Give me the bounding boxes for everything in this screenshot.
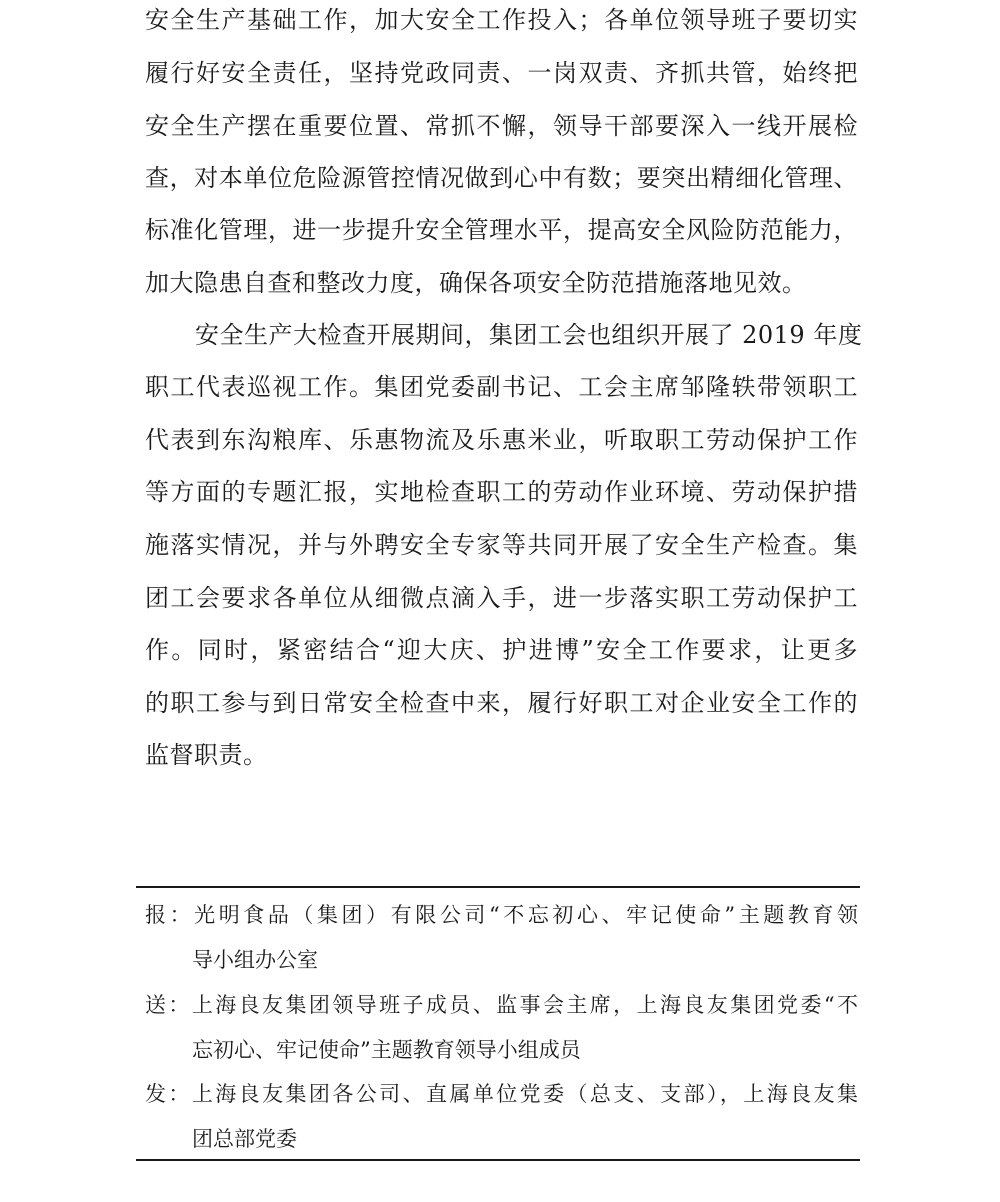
- paragraph1-line: 标准化管理，进一步提升安全管理水平，提高安全风险防范能力，: [145, 216, 858, 244]
- distribution-bottom-rule: [136, 1159, 860, 1161]
- paragraph1-line: 安全生产摆在重要位置、常抓不懈，领导干部要深入一线开展检: [145, 112, 858, 140]
- issue-to-line: 发：上海良友集团各公司、直属单位党委（总支、支部），上海良友集: [145, 1082, 858, 1106]
- paragraph1-line: 履行好安全责任，坚持党政同责、一岗双责、齐抓共管，始终把: [145, 59, 858, 87]
- issue-to-line-continued: 团总部党委: [192, 1127, 297, 1151]
- paragraph1-line: 加大隐患自查和整改力度，确保各项安全防范措施落地见效。: [145, 269, 807, 297]
- paragraph2-line: 等方面的专题汇报，实地检查职工的劳动作业环境、劳动保护措: [145, 478, 858, 506]
- paragraph1-line: 安全生产基础工作，加大安全工作投入；各单位领导班子要切实: [145, 6, 858, 34]
- copy-to-line-continued: 忘初心、牢记使命”主题教育领导小组成员: [192, 1038, 581, 1062]
- paragraph2-line: 监督职责。: [145, 741, 268, 769]
- paragraph1-line: 查，对本单位危险源管控情况做到心中有数；要突出精细化管理、: [145, 164, 858, 192]
- report-to-line-continued: 导小组办公室: [192, 948, 318, 972]
- paragraph2-line: 施落实情况，并与外聘安全专家等共同开展了安全生产检查。集: [145, 531, 858, 559]
- paragraph2-line: 团工会要求各单位从细微点滴入手，进一步落实职工劳动保护工: [145, 584, 858, 612]
- distribution-top-rule: [136, 886, 860, 888]
- paragraph2-line: 职工代表巡视工作。集团党委副书记、工会主席邹隆轶带领职工: [145, 373, 858, 401]
- paragraph2-line: 安全生产大检查开展期间，集团工会也组织开展了 2019 年度: [195, 321, 863, 349]
- paragraph2-line: 代表到东沟粮库、乐惠物流及乐惠米业，听取职工劳动保护工作: [145, 426, 858, 454]
- report-to-line: 报：光明食品（集团）有限公司“不忘初心、牢记使命”主题教育领: [145, 903, 858, 927]
- paragraph2-line: 的职工参与到日常安全检查中来，履行好职工对企业安全工作的: [145, 689, 858, 717]
- paragraph2-line: 作。同时，紧密结合“迎大庆、护进博”安全工作要求，让更多: [145, 636, 858, 664]
- copy-to-line: 送：上海良友集团领导班子成员、监事会主席，上海良友集团党委“不: [145, 993, 858, 1017]
